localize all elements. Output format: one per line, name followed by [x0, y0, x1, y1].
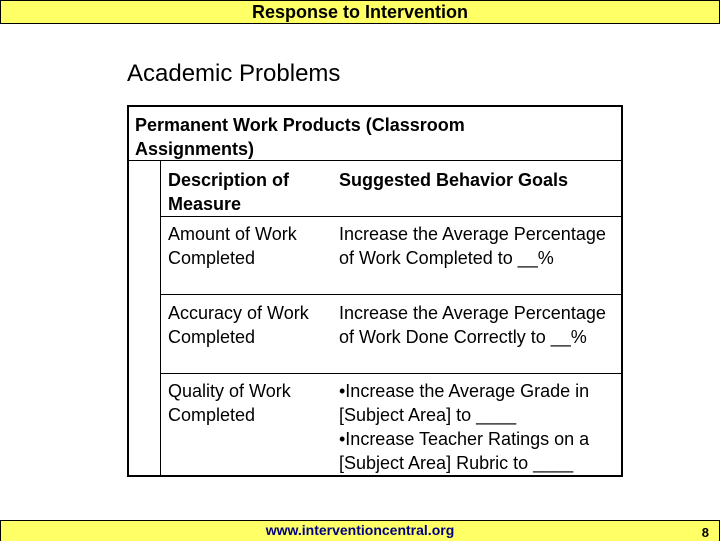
page-number: 8: [701, 525, 709, 540]
table-row-goal: Increase the Average Percentage of Work Done Correctly to __%: [339, 303, 606, 347]
column-header-measure: Description of Measure: [168, 170, 290, 214]
table-row-measure: Amount of Work Completed: [168, 224, 297, 268]
header-title: Response to Intervention: [251, 2, 469, 22]
table-row-measure: Quality of Work Completed: [168, 381, 291, 425]
divider: [160, 216, 621, 217]
divider: [129, 160, 621, 161]
goals-table: [127, 105, 623, 477]
divider: [160, 160, 161, 475]
footer-bar: [0, 520, 720, 541]
header-bar: [0, 0, 720, 24]
slide-title: Academic Problems: [127, 60, 341, 87]
table-row-measure: Accuracy of Work Completed: [168, 303, 309, 347]
table-row-goal-2: •Increase Teacher Ratings on a [Subject Area] Rubric to ____: [339, 429, 590, 473]
footer-url[interactable]: www.interventioncentral.org: [265, 522, 455, 538]
table-row-goal-1: •Increase the Average Grade in [Subject Area] to ____: [339, 381, 590, 425]
divider: [160, 294, 621, 295]
divider: [160, 373, 621, 374]
column-header-goals: Suggested Behavior Goals: [339, 170, 569, 190]
table-heading: Permanent Work Products (Classroom Assignments): [135, 115, 465, 159]
table-row-goal: Increase the Average Percentage of Work Completed to __%: [339, 224, 606, 268]
